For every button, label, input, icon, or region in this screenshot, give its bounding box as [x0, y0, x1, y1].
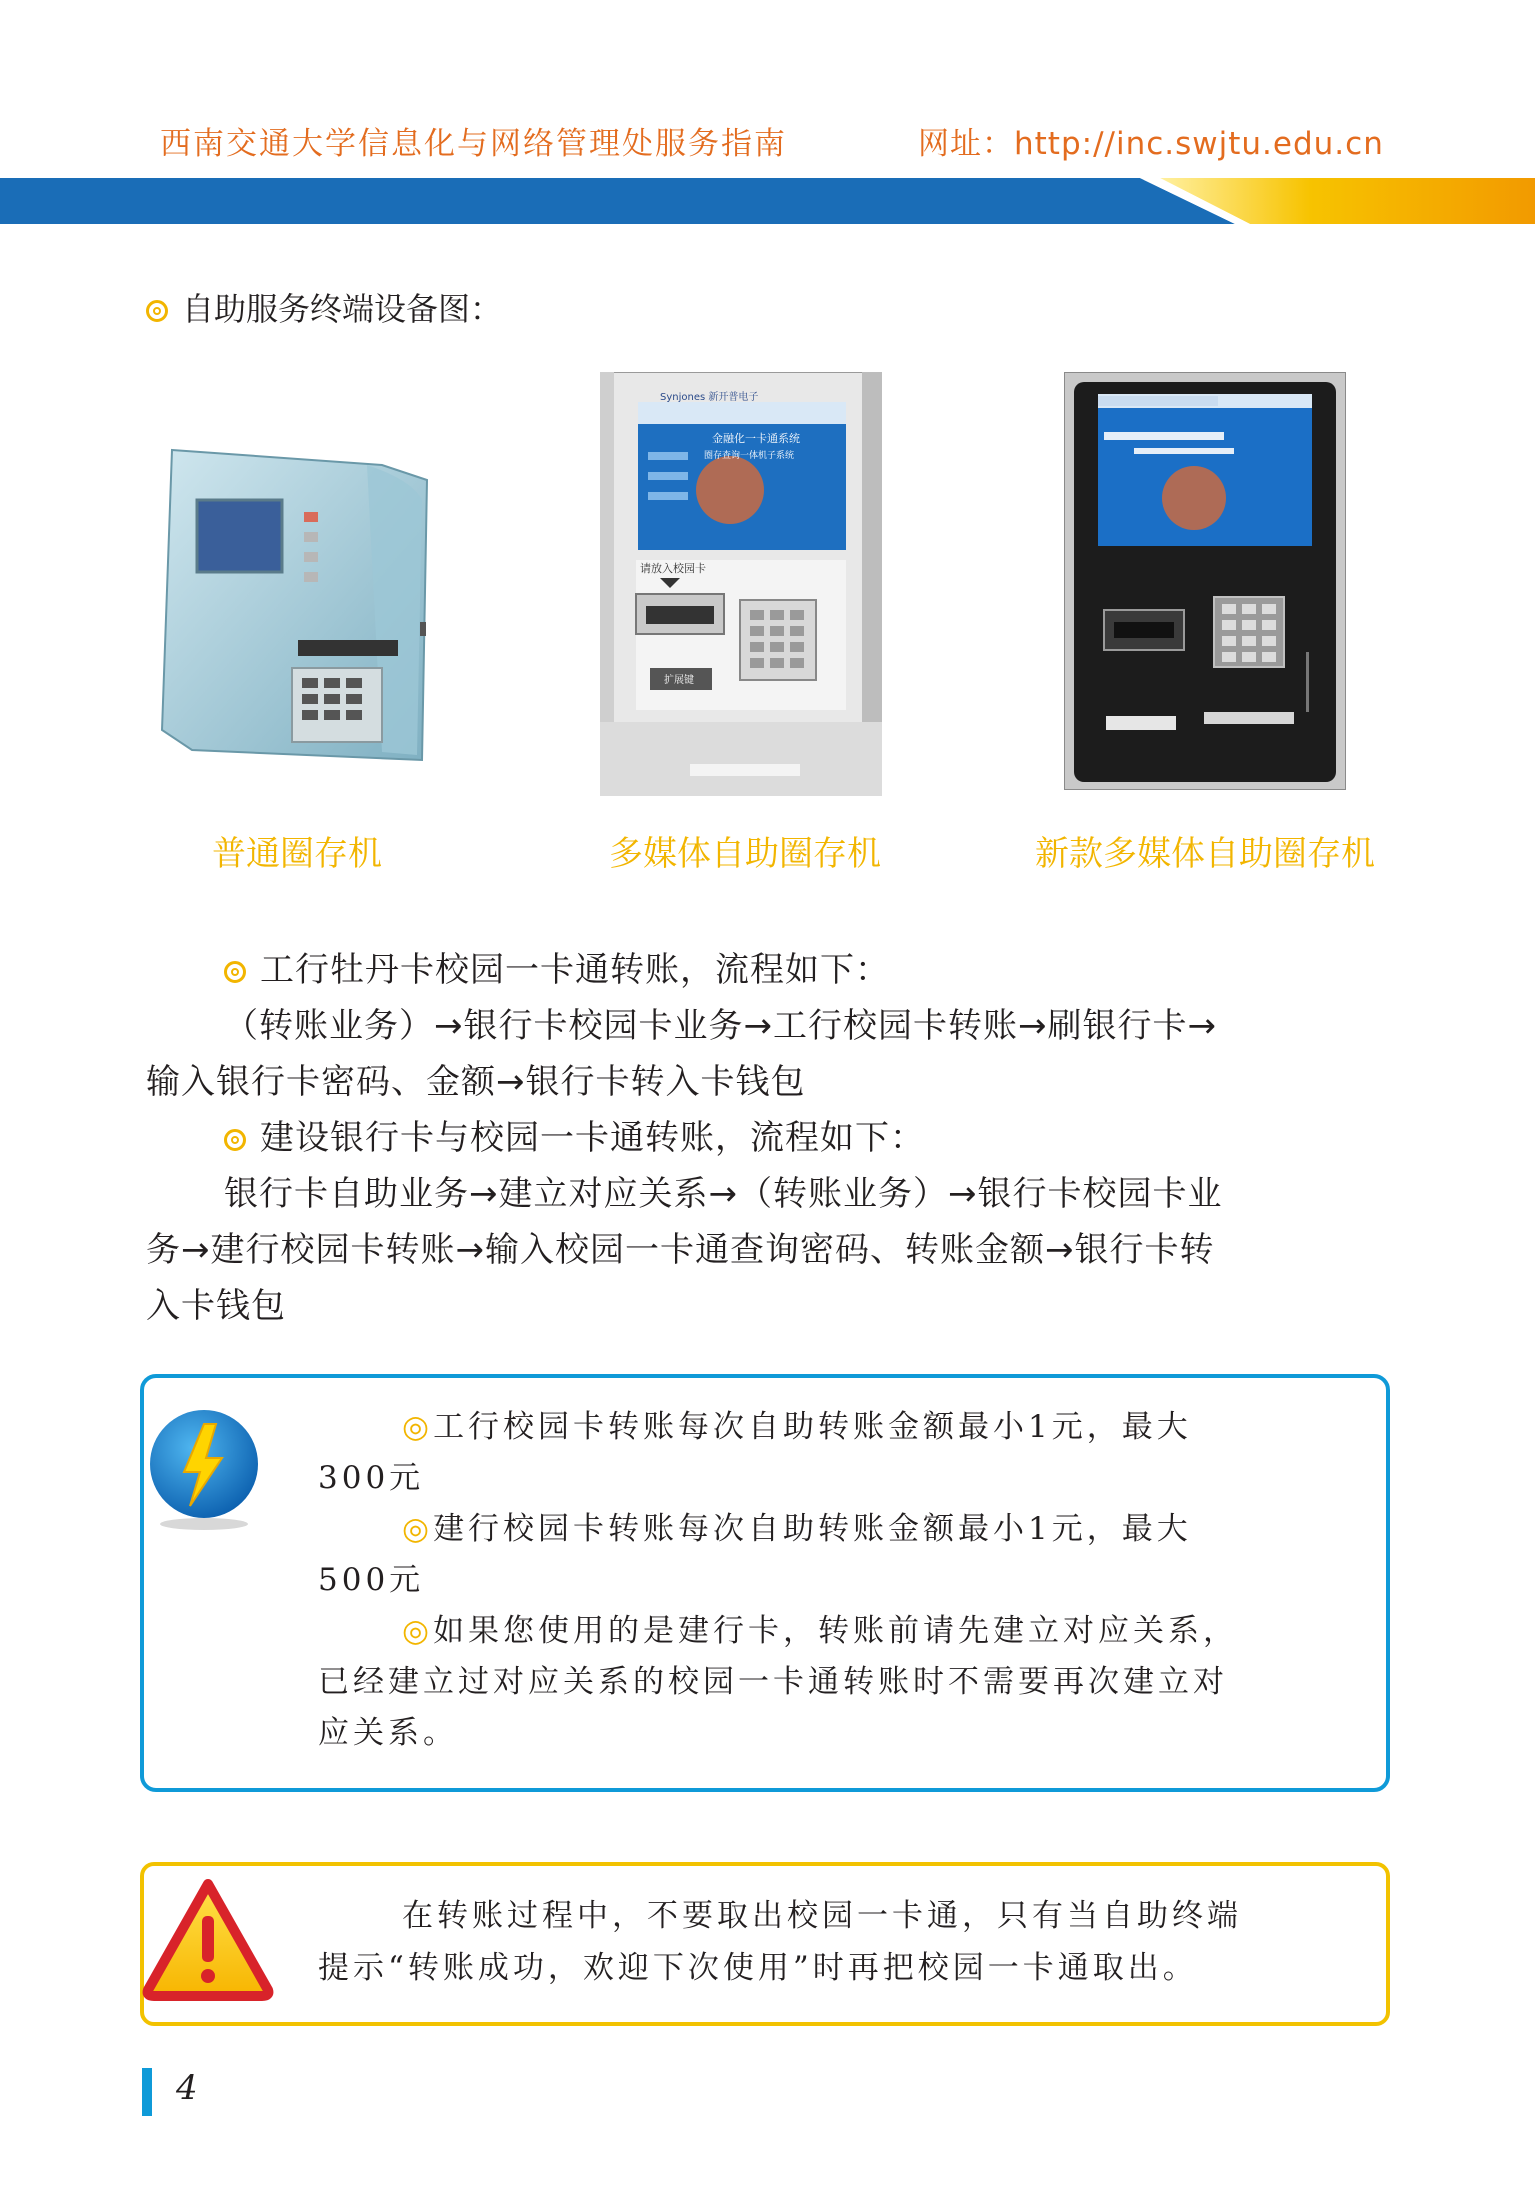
bullet-icon	[224, 961, 246, 983]
bullet-icon	[146, 300, 168, 322]
tip-line-2b: 500元	[318, 1562, 425, 1598]
header-title: 西南交通大学信息化与网络管理处服务指南	[160, 126, 787, 162]
section-heading: 自助服务终端设备图：	[146, 284, 502, 330]
lightning-icon	[142, 1402, 262, 1532]
ccb-flow-heading: 建设银行卡与校园一卡通转账，流程如下：	[146, 1110, 1392, 1166]
icbc-flow-line-2: 输入银行卡密码、金额→银行卡转入卡钱包	[146, 1062, 806, 1102]
tip-line-3a: ◎如果您使用的是建行卡，转账前请先建立对应关系，	[402, 1613, 1239, 1649]
page-number: 4	[176, 2068, 198, 2108]
tip-line-1a: ◎工行校园卡转账每次自助转账金额最小1元，最大	[402, 1409, 1192, 1445]
kiosk-brand: Synjones 新开普电子	[660, 392, 759, 403]
ccb-flow-line-3: 入卡钱包	[146, 1286, 286, 1326]
bullet-icon	[224, 1129, 246, 1151]
new-multimedia-kiosk-icon	[1064, 372, 1346, 790]
header-url[interactable]: 网址：http://inc.swjtu.edu.cn	[918, 126, 1384, 162]
icbc-flow-line-1: （转账业务）→银行卡校园卡业务→工行校园卡转账→刷银行卡→	[224, 1006, 1217, 1046]
kiosk-slot-label: 请放入校园卡	[640, 562, 706, 575]
page-number-bar	[142, 2068, 152, 2116]
tip-line-3c: 应关系。	[318, 1715, 458, 1751]
wall-kiosk-icon	[152, 440, 434, 770]
warning-line-1: 在转账过程中，不要取出校园一卡通，只有当自助终端	[402, 1898, 1242, 1934]
warning-triangle-icon	[140, 1876, 276, 2002]
tip-text	[318, 1402, 1358, 1759]
warning-text	[318, 1890, 1358, 1994]
ccb-flow-line-2: 务→建行校园卡转账→输入校园一卡通查询密码、转账金额→银行卡转	[146, 1230, 1215, 1270]
device-label-multimedia: 多媒体自助圈存机	[609, 834, 881, 874]
kiosk-screen-subtitle: 圈存查询一体机子系统	[704, 451, 795, 461]
icbc-flow-heading: 工行牡丹卡校园一卡通转账，流程如下：	[146, 942, 1392, 998]
kiosk-screen-title: 金融化一卡通系统	[712, 432, 800, 445]
device-label-new-multimedia: 新款多媒体自助圈存机	[1035, 834, 1375, 874]
multimedia-kiosk-icon	[600, 372, 882, 796]
device-label-standard: 普通圈存机	[212, 834, 382, 874]
warning-line-2: 提示“转账成功，欢迎下次使用”时再把校园一卡通取出。	[318, 1950, 1198, 1986]
tip-line-1b: 300元	[318, 1460, 425, 1496]
tip-line-3b: 已经建立过对应关系的校园一卡通转账时不需要再次建立对	[318, 1664, 1228, 1700]
tip-line-2a: ◎建行校园卡转账每次自助转账金额最小1元，最大	[402, 1511, 1192, 1547]
ccb-flow-line-1: 银行卡自助业务→建立对应关系→（转账业务）→银行卡校园卡业	[224, 1174, 1223, 1214]
header-band	[0, 178, 1535, 224]
kiosk-button-label: 扩展键	[664, 675, 694, 686]
flow-section	[146, 942, 1392, 1334]
